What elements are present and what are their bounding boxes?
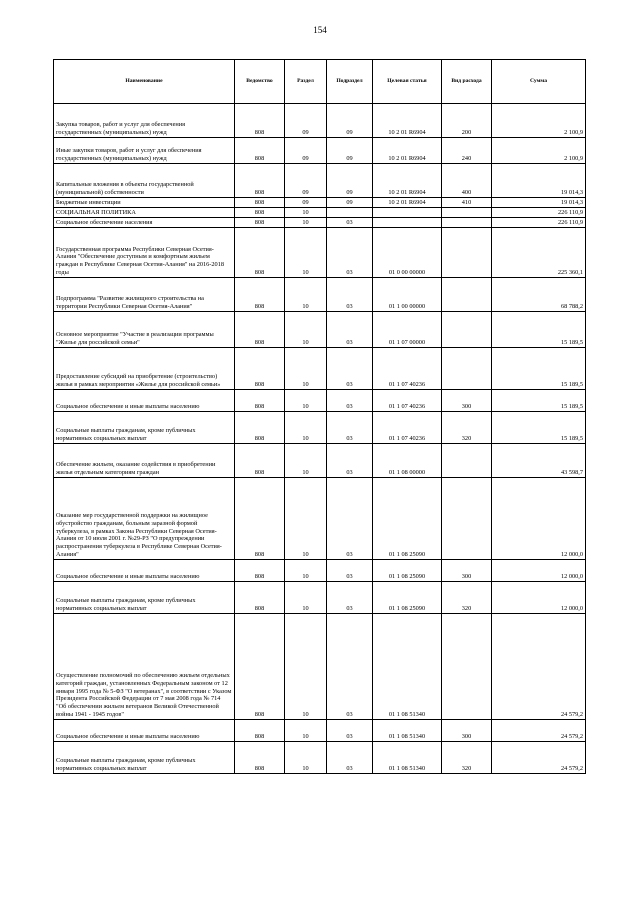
cell-section: 10 — [285, 478, 327, 560]
table-row — [54, 278, 586, 312]
cell-target-item: 01 1 07 00000 — [373, 312, 442, 348]
cell-target-item: 01 1 08 51340 — [373, 720, 442, 742]
cell-expense-type: 300 — [442, 560, 492, 582]
cell-subsection: 03 — [327, 614, 373, 720]
table-row — [54, 104, 586, 138]
cell-name: Капитальные вложения в объекты государственной (муниципальной) собственности — [54, 164, 235, 198]
table-row — [54, 412, 586, 444]
table-row — [54, 582, 586, 614]
cell-amount: 12 000,0 — [492, 560, 586, 582]
cell-subsection: 09 — [327, 138, 373, 164]
cell-target-item: 01 1 08 25090 — [373, 582, 442, 614]
cell-department: 808 — [235, 164, 285, 198]
cell-amount: 226 110,9 — [492, 208, 586, 218]
cell-name: Обеспечение жильем, оказание содействия в приобретении жилья отдельным категориям граждан — [54, 444, 235, 478]
cell-subsection: 03 — [327, 228, 373, 278]
cell-subsection: 03 — [327, 278, 373, 312]
cell-subsection: 03 — [327, 412, 373, 444]
cell-name: Государственная программа Республики Северная Осетия-Алания "Обеспечение доступным и комфортным жильем граждан в Республике Северная Осетия-Алания" на 2016-2018 годы — [54, 228, 235, 278]
table-row — [54, 560, 586, 582]
cell-target-item: 01 1 07 40236 — [373, 390, 442, 412]
table-row — [54, 742, 586, 774]
cell-target-item: 01 1 08 00000 — [373, 444, 442, 478]
cell-name: Социальное обеспечение и иные выплаты населению — [54, 720, 235, 742]
table-row — [54, 208, 586, 218]
column-header-department: Ведомство — [235, 60, 285, 104]
cell-section: 10 — [285, 444, 327, 478]
cell-target-item — [373, 208, 442, 218]
cell-expense-type — [442, 228, 492, 278]
cell-amount: 24 579,2 — [492, 720, 586, 742]
cell-department: 808 — [235, 582, 285, 614]
cell-section: 10 — [285, 614, 327, 720]
cell-department: 808 — [235, 218, 285, 228]
cell-subsection: 03 — [327, 218, 373, 228]
cell-section: 10 — [285, 742, 327, 774]
cell-expense-type: 410 — [442, 198, 492, 208]
cell-subsection: 09 — [327, 164, 373, 198]
cell-subsection: 09 — [327, 104, 373, 138]
cell-amount: 12 000,0 — [492, 478, 586, 560]
column-header-name: Наименование — [54, 60, 235, 104]
cell-name: Социальные выплаты гражданам, кроме публичных нормативных социальных выплат — [54, 742, 235, 774]
cell-section: 10 — [285, 312, 327, 348]
cell-target-item: 10 2 01 R6904 — [373, 198, 442, 208]
cell-target-item: 01 1 08 25090 — [373, 560, 442, 582]
cell-target-item: 01 1 00 00000 — [373, 278, 442, 312]
cell-expense-type — [442, 218, 492, 228]
table-row — [54, 390, 586, 412]
cell-section: 09 — [285, 138, 327, 164]
cell-name: Социальные выплаты гражданам, кроме публичных нормативных социальных выплат — [54, 412, 235, 444]
cell-target-item: 10 2 01 R6904 — [373, 138, 442, 164]
cell-name: Осуществление полномочий по обеспечению жильем отдельных категорий граждан, установленных Федеральным законом от 12 января 1995 года № 5-ФЗ "О ветеранах", в соответствии с Указом Президента Российской Федерации от 7 мая 2008 года № 714 "Об обеспечении жильем ветеранов Великой Отечественной войны 1941 - 1945 годов" — [54, 614, 235, 720]
cell-amount: 24 579,2 — [492, 742, 586, 774]
column-header-expense-type: Вид расхода — [442, 60, 492, 104]
cell-department: 808 — [235, 104, 285, 138]
cell-section: 10 — [285, 390, 327, 412]
cell-department: 808 — [235, 138, 285, 164]
cell-amount: 19 014,3 — [492, 198, 586, 208]
table-row — [54, 444, 586, 478]
cell-name: Закупка товаров, работ и услуг для обеспечения государственных (муниципальных) нужд — [54, 104, 235, 138]
cell-name: Подпрограмма "Развитие жилищного строительства на территории Республики Северная Осетия-Алания" — [54, 278, 235, 312]
cell-amount: 225 360,1 — [492, 228, 586, 278]
cell-target-item: 01 1 07 40236 — [373, 348, 442, 390]
cell-section: 10 — [285, 228, 327, 278]
table-row — [54, 478, 586, 560]
cell-amount: 68 788,2 — [492, 278, 586, 312]
cell-expense-type: 320 — [442, 412, 492, 444]
cell-target-item: 01 1 08 51340 — [373, 742, 442, 774]
cell-target-item: 01 1 08 51340 — [373, 614, 442, 720]
cell-section: 09 — [285, 198, 327, 208]
cell-subsection: 03 — [327, 560, 373, 582]
cell-expense-type — [442, 208, 492, 218]
table-header-row — [54, 60, 586, 104]
cell-target-item: 01 1 08 25090 — [373, 478, 442, 560]
cell-expense-type: 400 — [442, 164, 492, 198]
cell-department: 808 — [235, 312, 285, 348]
cell-name: Основное мероприятие "Участие в реализации программы "Жилье для российской семьи" — [54, 312, 235, 348]
column-header-section: Раздел — [285, 60, 327, 104]
cell-department: 808 — [235, 348, 285, 390]
column-header-subsection: Подраздел — [327, 60, 373, 104]
cell-department: 808 — [235, 614, 285, 720]
table-row — [54, 312, 586, 348]
page-number: 154 — [313, 25, 327, 35]
cell-target-item — [373, 218, 442, 228]
cell-department: 808 — [235, 228, 285, 278]
cell-expense-type: 240 — [442, 138, 492, 164]
cell-amount: 2 100,9 — [492, 138, 586, 164]
column-header-amount: Сумма — [492, 60, 586, 104]
cell-expense-type: 320 — [442, 582, 492, 614]
table-row — [54, 720, 586, 742]
table-row — [54, 198, 586, 208]
cell-subsection — [327, 208, 373, 218]
cell-subsection: 03 — [327, 444, 373, 478]
cell-section: 10 — [285, 582, 327, 614]
cell-name: Иные закупки товаров, работ и услуг для обеспечения государственных (муниципальных) нужд — [54, 138, 235, 164]
cell-name: СОЦИАЛЬНАЯ ПОЛИТИКА — [54, 208, 235, 218]
cell-amount: 15 189,5 — [492, 312, 586, 348]
cell-section: 10 — [285, 412, 327, 444]
cell-department: 808 — [235, 208, 285, 218]
cell-section: 10 — [285, 348, 327, 390]
cell-target-item: 10 2 01 R6904 — [373, 164, 442, 198]
cell-amount: 2 100,9 — [492, 104, 586, 138]
cell-amount: 15 189,5 — [492, 412, 586, 444]
table-row — [54, 218, 586, 228]
cell-amount: 24 579,2 — [492, 614, 586, 720]
table-row — [54, 164, 586, 198]
cell-subsection: 03 — [327, 742, 373, 774]
cell-target-item: 10 2 01 R6904 — [373, 104, 442, 138]
cell-expense-type: 300 — [442, 720, 492, 742]
cell-amount: 19 014,3 — [492, 164, 586, 198]
table-row — [54, 138, 586, 164]
cell-department: 808 — [235, 390, 285, 412]
cell-subsection: 03 — [327, 348, 373, 390]
cell-target-item: 01 1 07 40236 — [373, 412, 442, 444]
cell-expense-type: 320 — [442, 742, 492, 774]
cell-section: 09 — [285, 104, 327, 138]
cell-target-item: 01 0 00 00000 — [373, 228, 442, 278]
cell-name: Оказание мер государственной поддержки на жилищное обустройство гражданам, больным заразной формой туберкулеза, в рамках Закона Республики Северная Осетия-Алания от 10 июля 2001 г. №29-РЗ "О предупреждении распространения туберкулеза в Республике Северная Осетия-Алания" — [54, 478, 235, 560]
cell-department: 808 — [235, 278, 285, 312]
cell-department: 808 — [235, 720, 285, 742]
cell-department: 808 — [235, 444, 285, 478]
cell-expense-type: 300 — [442, 390, 492, 412]
cell-expense-type — [442, 348, 492, 390]
cell-expense-type — [442, 444, 492, 478]
table-row — [54, 614, 586, 720]
cell-name: Предоставление субсидий на приобретение (строительство) жилья в рамках мероприятия «Жилье для российской семьи» — [54, 348, 235, 390]
cell-department: 808 — [235, 412, 285, 444]
table-row — [54, 228, 586, 278]
cell-expense-type — [442, 312, 492, 348]
cell-department: 808 — [235, 742, 285, 774]
cell-amount: 12 000,0 — [492, 582, 586, 614]
cell-expense-type — [442, 278, 492, 312]
cell-expense-type: 200 — [442, 104, 492, 138]
budget-table — [53, 59, 586, 774]
cell-name: Социальное обеспечение населения — [54, 218, 235, 228]
cell-section: 10 — [285, 720, 327, 742]
cell-subsection: 03 — [327, 582, 373, 614]
cell-subsection: 03 — [327, 478, 373, 560]
cell-subsection: 03 — [327, 390, 373, 412]
cell-name: Социальное обеспечение и иные выплаты населению — [54, 390, 235, 412]
cell-amount: 226 110,9 — [492, 218, 586, 228]
cell-department: 808 — [235, 478, 285, 560]
cell-amount: 15 189,5 — [492, 390, 586, 412]
cell-name: Бюджетные инвестиции — [54, 198, 235, 208]
cell-expense-type — [442, 614, 492, 720]
column-header-target-item: Целевая статья — [373, 60, 442, 104]
cell-section: 10 — [285, 560, 327, 582]
cell-department: 808 — [235, 560, 285, 582]
cell-expense-type — [442, 478, 492, 560]
table-row — [54, 348, 586, 390]
cell-name: Социальные выплаты гражданам, кроме публичных нормативных социальных выплат — [54, 582, 235, 614]
cell-department: 808 — [235, 198, 285, 208]
cell-subsection: 09 — [327, 198, 373, 208]
cell-amount: 43 598,7 — [492, 444, 586, 478]
cell-subsection: 03 — [327, 720, 373, 742]
cell-section: 10 — [285, 278, 327, 312]
cell-section: 10 — [285, 208, 327, 218]
cell-section: 09 — [285, 164, 327, 198]
cell-name: Социальное обеспечение и иные выплаты населению — [54, 560, 235, 582]
cell-amount: 15 189,5 — [492, 348, 586, 390]
cell-subsection: 03 — [327, 312, 373, 348]
cell-section: 10 — [285, 218, 327, 228]
